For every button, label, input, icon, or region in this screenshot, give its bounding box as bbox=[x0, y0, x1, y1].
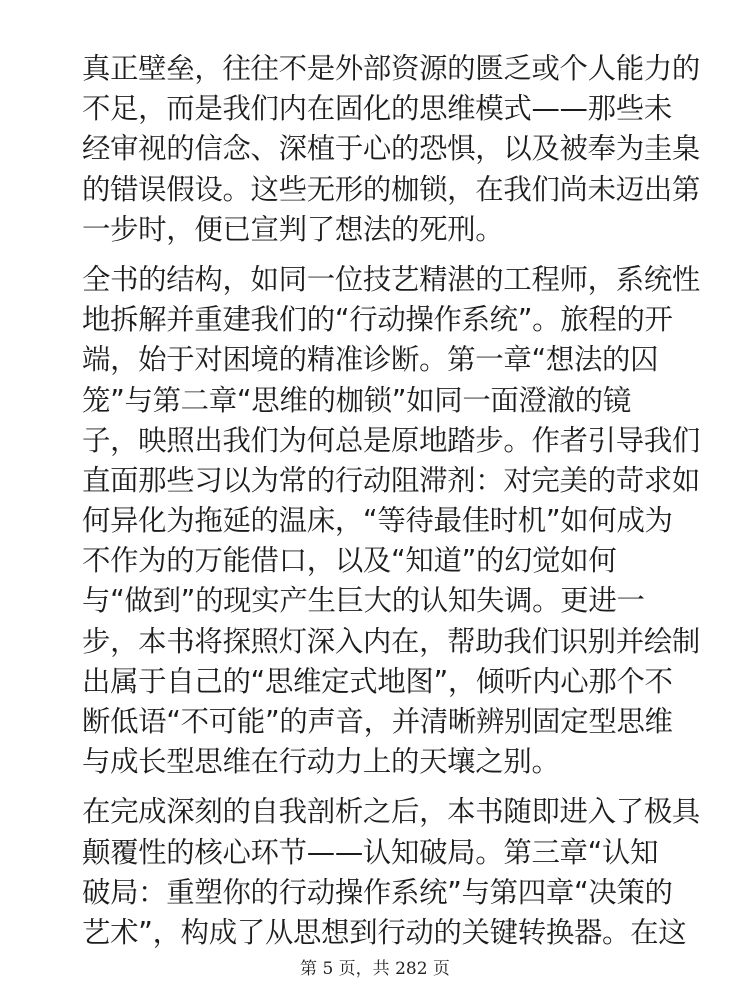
text-line: 地拆解并重建我们的“行动操作系统”。旅程的开 bbox=[82, 303, 673, 337]
text-line: 真正壁垒，往往不是外部资源的匮乏或个人能力的 bbox=[82, 52, 700, 85]
text-line: 断低语“不可能”的声音，并清晰辨别固定型思维 bbox=[82, 705, 673, 738]
text-line: 不足，而是我们内在固化的思维模式——那些未 bbox=[82, 92, 672, 126]
paragraph-2 bbox=[82, 260, 700, 782]
text-line: 子，映照出我们为何总是原地踏步。作者引导我们 bbox=[82, 423, 700, 457]
text-line: 在完成深刻的自我剖析之后，本书随即进入了极具 bbox=[82, 795, 700, 829]
text-line: 与成长型思维在行动力上的天壤之别。 bbox=[82, 745, 560, 779]
text-line: 经审视的信念、深植于心的恐惧，以及被奉为圭臬 bbox=[82, 132, 700, 166]
text-line: 全书的结构，如同一位技艺精湛的工程师，系统性 bbox=[82, 262, 700, 296]
text-line: 艺术”，构成了从思想到行动的关键转换器。在这 bbox=[82, 915, 687, 949]
text-line: 破局：重塑你的行动操作系统”与第四章“决策的 bbox=[82, 875, 673, 909]
paragraph-1 bbox=[82, 49, 700, 250]
document-body bbox=[82, 49, 700, 953]
text-line: 颠覆性的核心环节——认知破局。第三章“认知 bbox=[82, 835, 659, 869]
text-line: 笼”与第二章“思维的枷锁”如同一面澄澈的镜 bbox=[82, 383, 631, 417]
text-line: 步，本书将探照灯深入内在，帮助我们识别并绘制 bbox=[82, 624, 700, 658]
text-line: 一步时，便已宣判了想法的死刑。 bbox=[82, 212, 504, 246]
text-line: 不作为的万能借口，以及“知道”的幻觉如何 bbox=[82, 544, 617, 578]
text-line: 直面那些习以为常的行动阻滞剂：对完美的苛求如 bbox=[82, 463, 700, 497]
text-line: 的错误假设。这些无形的枷锁，在我们尚未迈出第 bbox=[82, 172, 700, 206]
text-line: 与“做到”的现实产生巨大的认知失调。更进一 bbox=[82, 584, 645, 618]
paragraph-3 bbox=[82, 792, 700, 953]
text-line: 端，始于对困境的精准诊断。第一章“想法的囚 bbox=[82, 343, 659, 377]
text-line: 出属于自己的“思维定式地图”，倾听内心那个不 bbox=[82, 664, 673, 698]
page-number: 第 5 页，共 282 页 bbox=[300, 959, 450, 979]
text-line: 何异化为拖延的温床，“等待最佳时机”如何成为 bbox=[82, 504, 673, 538]
